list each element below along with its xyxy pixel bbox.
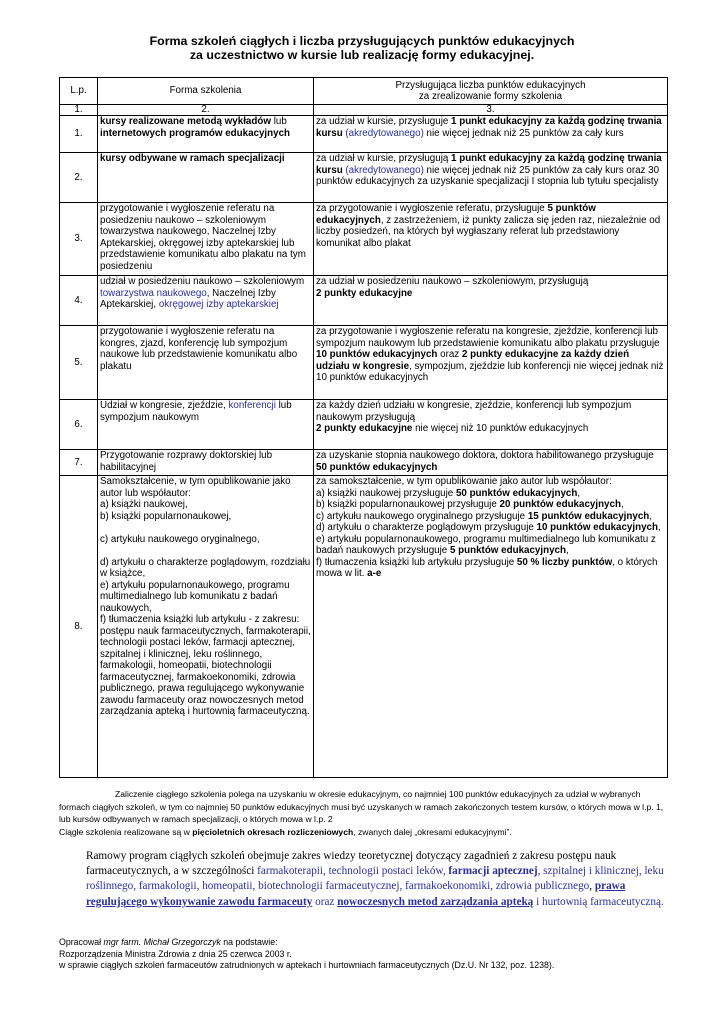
forma-item-e: e) artykułu popularnonaukowego, programu multimedialnego lub komunikatu z badań naukowych, (100, 579, 290, 614)
punkty-text: a) książki naukowej przysługuje (316, 487, 456, 499)
table-header-row (60, 78, 668, 105)
punkty-bold-text: 50 punktów edukacyjnych (455, 487, 578, 499)
row-number: 3. (60, 203, 98, 276)
title-line-1: Forma szkoleń ciągłych i liczba przysługujących punktów edukacyjnych (149, 34, 575, 48)
forma-text: udział w posiedzeniu naukowo – szkoleniowym (100, 276, 305, 287)
row-forma (98, 116, 314, 153)
punkty-bold-text: 2 punkty edukacyjne (316, 287, 413, 299)
forma-blue-text: towarzystwa naukowego (100, 287, 207, 299)
punkty-bold-text: 50 punktów edukacyjnych (316, 461, 438, 473)
punkty-item-e: e) artykułu popularnonaukowego, programu multimedialnego lub komunikatu z badań naukowych przysługuje 5 punktów edukacyjnych, (316, 533, 656, 556)
note-program (86, 849, 666, 910)
column-number: 3. (314, 105, 668, 116)
punkty-text: za każdy dzień udziału w kongresie, zjeździe, konferencji lub sympozjum naukowym przysługują (316, 400, 632, 423)
punkty-bold-text: 10 punktów edukacyjnych (536, 522, 658, 533)
forma-text: Udział w kongresie, zjeździe, (100, 400, 229, 411)
table-row (60, 276, 668, 326)
row-forma: Przygotowanie rozprawy doktorskiej lub habilitacyjnej (98, 450, 314, 476)
note-requirements (59, 788, 667, 838)
punkty-intro: za samokształcenie, w tym opublikowanie jako autor lub współautor: (316, 476, 612, 487)
note-text: , zwanych dalej „okresami edukacyjnymi”. (353, 826, 512, 837)
program-blue-text: hurtownią farmaceutyczną. (541, 895, 664, 908)
forma-blue-text: okręgowej izby aptekarskiej (158, 299, 279, 310)
forma-intro: Samokształcenie, w tym opublikowanie jako autor lub współautor: (100, 476, 291, 499)
document-title (0, 34, 724, 62)
footer-author-name: mgr farm. Michał Grzegorczyk (103, 937, 221, 947)
footer-source-2: w sprawie ciągłych szkoleń farmaceutów zatrudnionych w aptekach i hurtowniach farmaceutycznych (Dz.U. Nr 132, poz. 1238). (59, 960, 555, 970)
forma-text: lub sympozjum naukowym (100, 400, 292, 423)
punkty-text: d) artykułu o charakterze poglądowym przysługuje (316, 522, 537, 533)
footer-text: na podstawie: (220, 937, 278, 947)
footer-source-1: Rozporządzenia Ministra Zdrowia z dnia 25 czerwca 2003 r. (59, 948, 292, 959)
punkty-text: f) tłumaczenia książki lub artykułu przysługuje (316, 556, 517, 568)
punkty-text: b) książki popularnonaukowej przysługuje (316, 499, 500, 510)
punkty-text: za udział w posiedzeniu naukowo – szkoleniowym, przysługują (316, 276, 589, 287)
table-row (60, 326, 668, 400)
punkty-item-c: c) artykułu naukowego oryginalnego przysługuje 15 punktów edukacyjnych, (316, 510, 652, 522)
forma-item-a: a) książki naukowej, (100, 499, 188, 510)
program-text: oraz (312, 895, 338, 908)
forma-blue-text: konferencji (228, 400, 276, 411)
row-number: 1. (60, 116, 98, 153)
punkty-bold-text: 10 punktów edukacyjnych (316, 349, 438, 360)
footer-text: Opracował (59, 937, 104, 947)
punkty-text: , z zastrzeżeniem, iż punkty zalicza się jeden raz, niezależnie od liczby posiedzeń, na których był wygłaszany referat lub przedstawiony komunikat albo plakat (316, 214, 661, 249)
forma-item-d: d) artykułu o charakterze poglądowym, rozdziału w książce, (100, 556, 311, 579)
row-punkty (314, 476, 668, 778)
column-number: 2. (98, 105, 314, 116)
header-forma: Forma szkolenia (98, 78, 314, 105)
punkty-text: za udział w kursie, przysługuje (316, 116, 452, 127)
header-lp: L.p. (60, 78, 98, 105)
note-paragraph-1 (59, 788, 667, 826)
row-number: 5. (60, 326, 98, 400)
column-number-row (60, 105, 668, 116)
row-punkty (314, 116, 668, 153)
punkty-bold-text: 1 punkt edukacyjny za każdą godzinę trwania kursu (316, 116, 662, 139)
note-bold-text: pięcioletnich okresach rozliczeniowych (192, 826, 354, 837)
punkty-item-a: a) książki naukowej przysługuje 50 punktów edukacyjnych, (316, 487, 581, 499)
punkty-text: nie więcej niż 10 punktów edukacyjnych (412, 423, 589, 434)
punkty-text: nie więcej jednak niż 25 punktów za cały kurs oraz 30 punktów edukacyjnych za uzyskanie specjalizacji I stopnia lub tytułu specjalisty (316, 164, 660, 187)
points-table (59, 77, 668, 778)
header-punkty-line-1: Przysługująca liczba punktów edukacyjnych (395, 79, 586, 91)
note-text: Zaliczenie ciągłego szkolenia polega na uzyskaniu w okresie edukacyjnym, co najmniej 100 punktów edukacyjnych za udział w wybranych formach ciągłych szkoleń, w tym co najmniej 50 punktów edukacyjnych musi być uzyskanych w ramach zakończonych testem kursów, o których mowa w l.p. 1, lub kursów odbywanych w ramach specjalizacji, o których mowa w l.p. 2 (59, 789, 664, 825)
punkty-item-d: d) artykułu o charakterze poglądowym przysługuje 10 punktów edukacyjnych, (316, 522, 661, 533)
punkty-bold-text: 50 % liczby punktów (516, 556, 613, 568)
row-number: 6. (60, 400, 98, 450)
punkty-bold-text: a-e (367, 568, 382, 579)
punkty-text: nie więcej jednak niż 25 punktów za cały kurs (423, 127, 624, 139)
punkty-item-b: b) książki popularnonaukowej przysługuje 20 punktów edukacyjnych, (316, 499, 624, 510)
header-punkty (314, 78, 668, 105)
punkty-bold-text: 2 punkty edukacyjne (316, 423, 413, 434)
row-number: 2. (60, 153, 98, 203)
footer-author (59, 937, 679, 949)
punkty-text: za udział w kursie, przysługują (316, 153, 452, 164)
punkty-bold-text: 5 punktów edukacyjnych (316, 203, 596, 226)
punkty-text: za uzyskanie stopnia naukowego doktora, doktora habilitowanego przysługuje (316, 450, 654, 461)
punkty-text: za przygotowanie i wygłoszenie referatu na kongresie, zjeździe, konferencji lub sympozjum naukowym lub przedstawienie komunikatu albo plakatu przysługuje (316, 326, 660, 349)
row-forma (98, 400, 314, 450)
row-forma (98, 276, 314, 326)
program-blue-text: , szpitalnej i klinicznej, leku roślinnego, farmakologii, homeopatii, biotechnologii farmaceutycznej, farmakoekonomiki, zdrowia publicznego (86, 865, 664, 893)
program-blue-text: farmakoterapii, technologii postaci leków, (257, 865, 449, 878)
title-line-2: za uczestnictwo w kursie lub realizację formy edukacyjnej. (189, 48, 535, 62)
forma-text: , Naczelnej Izby Aptekarskiej, (100, 287, 276, 310)
punkty-text: e) artykułu popularnonaukowego, programu multimedialnego lub komunikatu z badań naukowych przysługuje (316, 533, 656, 556)
footer (59, 937, 679, 972)
spacer (100, 545, 311, 557)
table-row (60, 450, 668, 476)
punkty-text: , o których mowa w lit. (316, 556, 658, 579)
program-bold-text: farmacji aptecznej (448, 865, 538, 878)
spacer (100, 522, 311, 534)
row-number: 4. (60, 276, 98, 326)
punkty-text: c) artykułu naukowego oryginalnego przysługuje (316, 510, 528, 522)
program-link-text: nowoczesnych metod zarządzania apteką (337, 895, 534, 908)
row-punkty (314, 326, 668, 400)
row-punkty (314, 400, 668, 450)
program-text: i (533, 895, 542, 908)
forma-bold-text: kursy realizowane metodą wykładów (100, 116, 271, 127)
header-punkty-line-2: za zrealizowanie formy szkolenia (418, 91, 563, 102)
row-number: 8. (60, 476, 98, 778)
punkty-blue-text: (akredytowanego) (342, 164, 424, 176)
table-row (60, 153, 668, 203)
column-number: 1. (60, 105, 98, 116)
row-number: 7. (60, 450, 98, 476)
row-punkty (314, 276, 668, 326)
note-paragraph-2 (59, 826, 667, 839)
table-row (60, 203, 668, 276)
punkty-blue-text: (akredytowanego) (342, 127, 424, 139)
table-row (60, 400, 668, 450)
row-punkty (314, 450, 668, 476)
table-row (60, 476, 668, 778)
forma-item-f: f) tłumaczenia książki lub artykułu - z zakresu: postępu nauk farmaceutycznych, farmakoterapii, technologii postaci leków, farmacji aptecznej, szpitalnej i klinicznej, leku roślinnego, farmakologii, homeopatii, biotechnologii farmaceutycznej, farmakoekonomiki, zdrowia publicznego, prawa regulującego wykonywanie zawodu farmaceuty oraz nowoczesnych metod zarządzania apteką i hurtownią farmaceutyczną. (100, 614, 311, 717)
row-forma: przygotowanie i wygłoszenie referatu na kongres, zjazd, konferencję lub sympozjum naukowe lub przedstawienie komunikatu albo plakatu (98, 326, 314, 400)
table-row (60, 116, 668, 153)
forma-item-c: c) artykułu naukowego oryginalnego, (100, 533, 260, 545)
row-forma (98, 476, 314, 778)
program-text: , (589, 880, 595, 893)
program-text: Ramowy program ciągłych szkoleń obejmuje zakres wiedzy teoretycznej dotyczący zagadnień z zakresu postępu nauk farmaceutycznych, a w szczególności (86, 850, 617, 878)
punkty-text: za przygotowanie i wygłoszenie referatu, przysługuje (316, 203, 548, 214)
punkty-bold-text: 2 punkty edukacyjne za każdy dzień udziału w kongresie (316, 349, 630, 372)
punkty-item-f (316, 557, 665, 580)
row-punkty (314, 203, 668, 276)
punkty-bold-text: 5 punktów edukacyjnych (449, 545, 566, 556)
row-punkty (314, 153, 668, 203)
forma-bold-text: kursy odbywane w ramach specjalizacji (100, 153, 285, 164)
forma-text: lub (270, 116, 287, 127)
punkty-text: , sympozjum, zjeździe lub konferencji nie więcej jednak niż 10 punktów edukacyjnych (316, 360, 664, 383)
punkty-bold-text: 15 punktów edukacyjnych (527, 510, 650, 522)
forma-item-b: b) książki popularnonaukowej, (100, 510, 232, 522)
punkty-bold-text: 1 punkt edukacyjny za każdą godzinę trwania kursu (316, 153, 662, 176)
forma-bold-text: internetowych programów edukacyjnych (100, 127, 290, 139)
punkty-bold-text: 20 punktów edukacyjnych (499, 499, 621, 510)
program-link-text: prawa regulującego wykonywanie zawodu farmaceuty (86, 880, 626, 908)
punkty-text: oraz (437, 349, 462, 360)
note-text: Ciągłe szkolenia realizowane są w (59, 826, 193, 837)
row-forma: przygotowanie i wygłoszenie referatu na posiedzeniu naukowo – szkoleniowym towarzystwa naukowego, Naczelnej Izby Aptekarskiej, okręgowej izby aptekarskiej lub przedstawienie komunikatu albo plakatu na tym posiedzeniu (98, 203, 314, 276)
row-forma (98, 153, 314, 203)
